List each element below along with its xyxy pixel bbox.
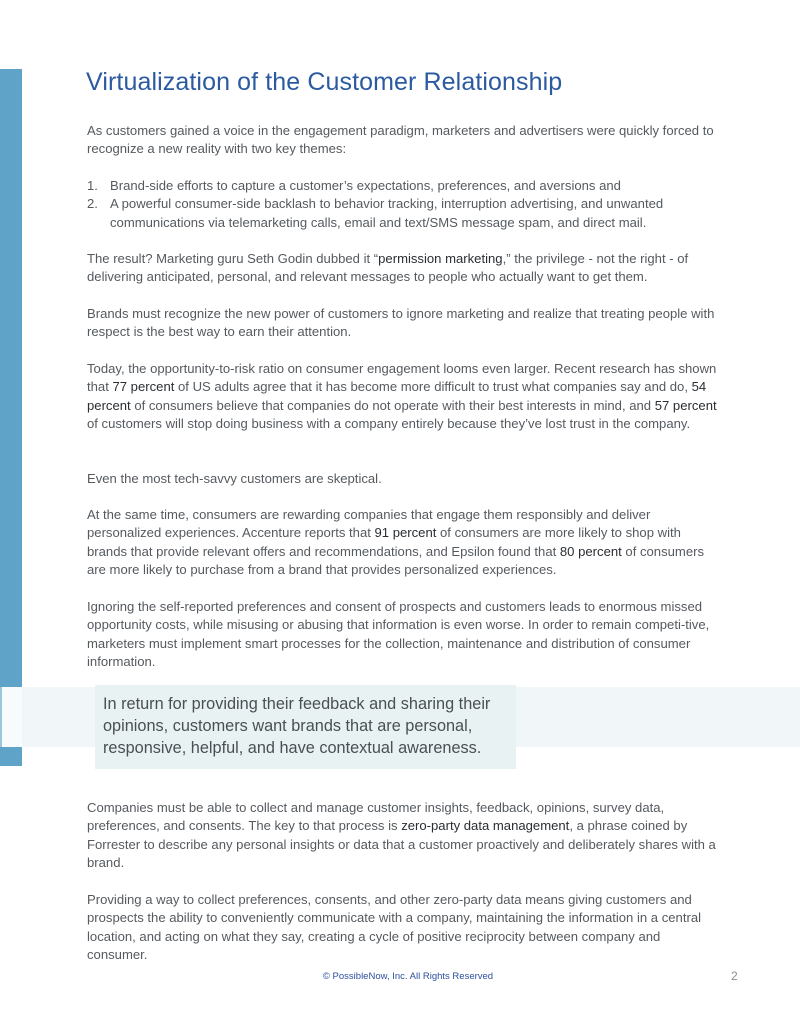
today-paragraph	[87, 360, 717, 433]
today-text-4: of customers will stop doing business with a company entirely because they’ve lost trust in the company.	[87, 415, 691, 431]
result-text-end: ,” the privilege - not the right - of delivering anticipated, personal, and relevant messages to people who actually want to get them.	[87, 251, 689, 285]
same-time-paragraph	[87, 506, 717, 579]
result-paragraph	[87, 250, 717, 287]
page-title: Virtualization of the Customer Relationship	[86, 68, 563, 96]
stat-77-percent-link[interactable]: 77 percent	[112, 379, 175, 395]
list-item	[87, 177, 717, 195]
stat-57-percent-link[interactable]: 57 percent	[654, 397, 717, 413]
ignoring-paragraph: Ignoring the self-reported preferences and consent of prospects and customers leads to enormous missed opportunity costs, while misusing or abusing that information is even worse. In order to remain competi-tive, marketers must implement smart processes for the collection, maintenance and distribution of consumer information.	[87, 599, 710, 669]
permission-marketing-link[interactable]: permission marketing	[378, 251, 503, 266]
companies-paragraph	[87, 799, 717, 872]
callout-band-edge	[0, 687, 22, 747]
list-item	[87, 195, 717, 232]
companies-text-1: Companies must be able to collect and manage customer insights, feedback, opinions, survey data, preferences, and consents. The key to that process is	[87, 800, 665, 834]
stat-91-percent-link[interactable]: 91 percent	[374, 525, 437, 541]
zero-party-data-link[interactable]: zero-party data management	[401, 818, 570, 834]
list-item-text: A powerful consumer-side backlash to behavior tracking, interruption advertising, and unwanted communications via telemarketing calls, email and text/SMS message spam, and direct mail.	[110, 196, 664, 230]
list-item-text: Brand-side efforts to capture a customer’s expectations, preferences, and aversions and	[110, 178, 621, 193]
stat-54-percent-link[interactable]: 54 percent	[87, 379, 707, 413]
today-text-3: of consumers believe that companies do not operate with their best interests in mind, and	[130, 397, 655, 413]
intro-paragraph: As customers gained a voice in the engagement paradigm, marketers and advertisers were quickly forced to recognize a new reality with two key themes:	[87, 123, 714, 157]
companies-text-2: , a phrase coined by Forrester to describe any personal insights or data that a customer proactively and deliberately shares with a brand.	[87, 818, 716, 870]
same-text-3: of consumers are more likely to purchase from a brand that provides personalized experiences.	[87, 543, 705, 577]
today-text-1: Today, the opportunity-to-risk ratio on consumer engagement looms even larger. Recent research has shown that	[87, 361, 717, 395]
themes-list	[87, 177, 717, 232]
stat-80-percent-link[interactable]: 80 percent	[559, 543, 622, 559]
result-text-start: The result? Marketing guru Seth Godin dubbed it “	[87, 251, 379, 266]
pull-quote-text: In return for providing their feedback and sharing their opinions, customers want brands that are personal, responsive, helpful, and have contextual awareness.	[103, 695, 491, 757]
today-text-2: of US adults agree that it has become more difficult to trust what companies say and do,	[174, 379, 692, 395]
side-accent-bar	[0, 69, 22, 766]
providing-paragraph: Providing a way to collect preferences, consents, and other zero-party data means giving customers and prospects the ability to conveniently communicate with a company, maintaining the information in a central location, and acting on what they say, creating a cycle of positive reciprocity between company and consumer.	[87, 892, 702, 962]
brands-paragraph: Brands must recognize the new power of customers to ignore marketing and realize that treating people with respect is the best way to earn their attention.	[87, 306, 715, 340]
copyright-footer: © PossibleNow, Inc. All Rights Reserved	[322, 971, 494, 982]
page-number: 2	[731, 969, 738, 983]
skeptical-paragraph: Even the most tech-savvy customers are skeptical.	[87, 471, 382, 486]
same-text-1: At the same time, consumers are rewarding companies that engage them responsibly and deliver personalized experiences. Accenture reports that	[87, 507, 651, 541]
same-text-2: of consumers are more likely to shop with brands that provide relevant offers and recommendations, and Epsilon found that	[87, 525, 681, 559]
list-item-number: 1.	[87, 178, 98, 193]
list-item-number: 2.	[87, 196, 98, 212]
